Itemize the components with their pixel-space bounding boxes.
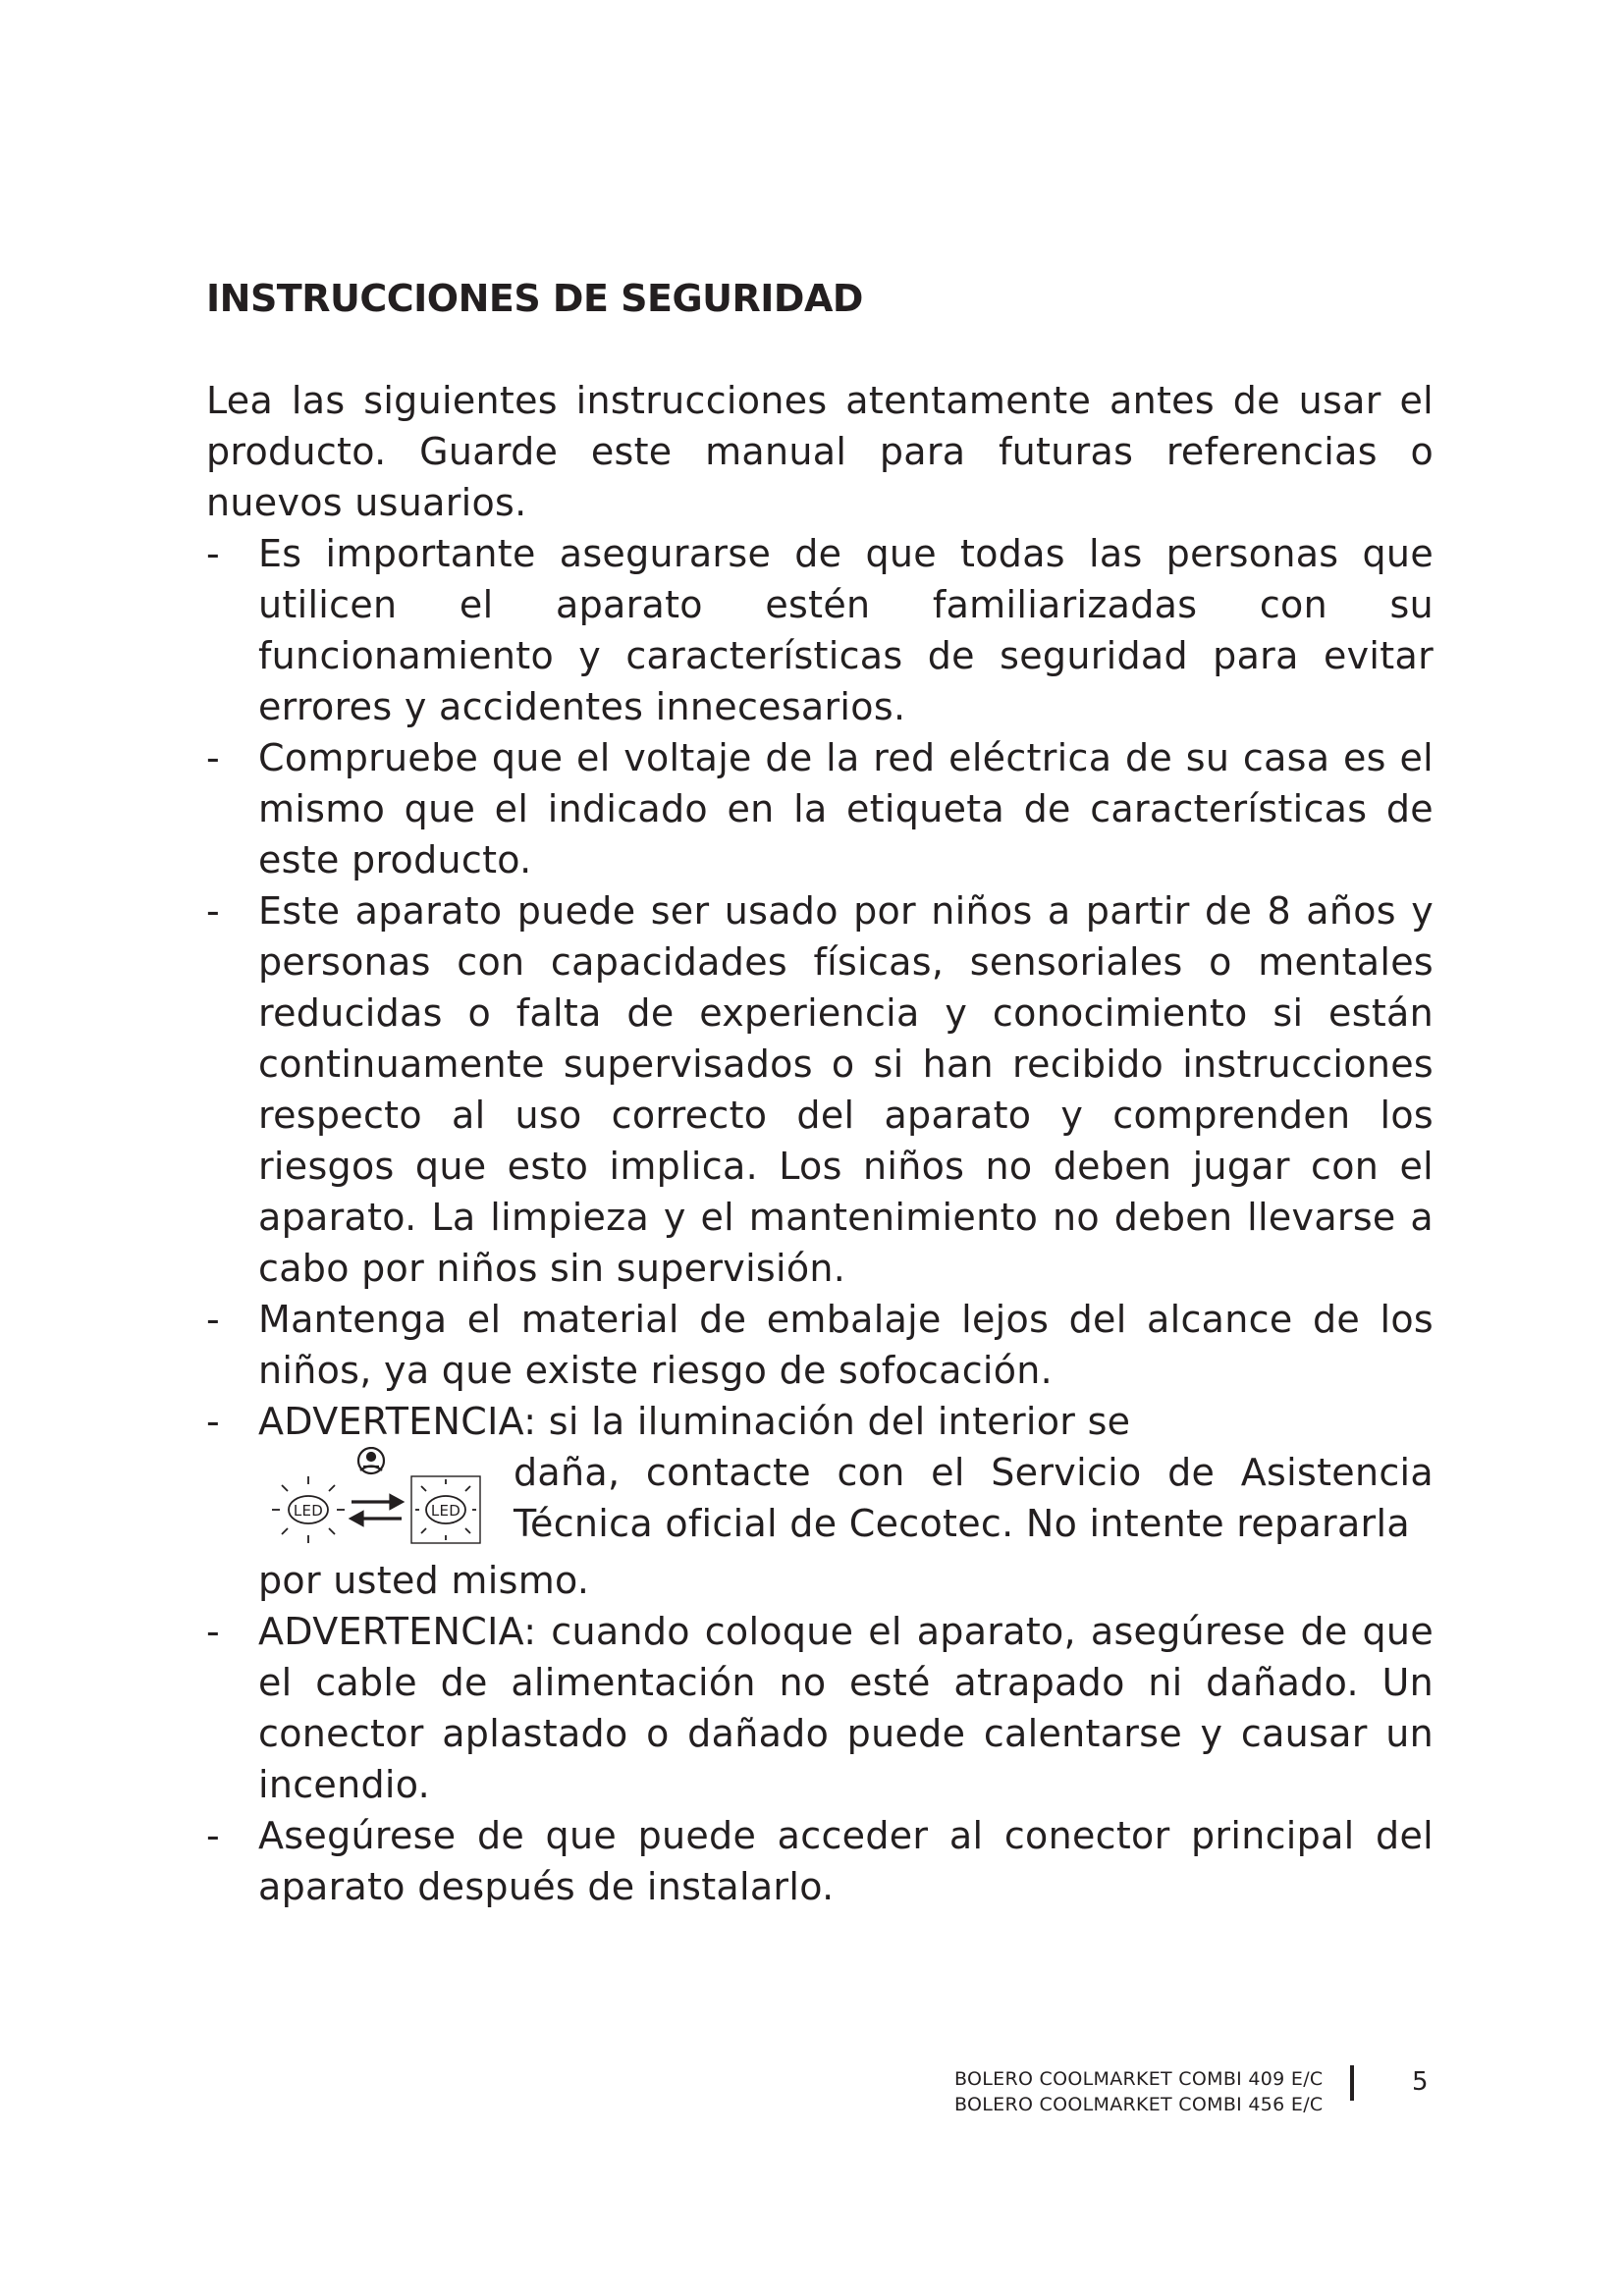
- list-dash: -: [206, 1298, 221, 1341]
- list-item-text: Compruebe que el voltaje de la red eléctrica de su casa es el mismo que el indicado en la etiqueta de características de este producto.: [258, 736, 1434, 881]
- list-item-text: Asegúrese de que puede acceder al conector principal del aparato después de instalarlo.: [258, 1814, 1434, 1908]
- led-warning-line-3: por usted mismo.: [258, 1559, 590, 1602]
- list-item-text: Mantenga el material de embalaje lejos del alcance de los niños, ya que existe riesgo de sofocación.: [258, 1298, 1434, 1392]
- list-dash: -: [206, 1610, 221, 1653]
- list-dash: -: [206, 1400, 221, 1443]
- list-dash: -: [206, 1814, 221, 1857]
- led-label-left: LED: [293, 1502, 324, 1520]
- list-item: [206, 528, 1434, 732]
- led-bulb-left-icon: [272, 1476, 345, 1543]
- led-warning-line-2: daña, contacte con el Servicio de Asistencia Técnica oficial de Cecotec. No intente repararla: [514, 1451, 1434, 1545]
- list-item: [206, 732, 1434, 885]
- section-heading: INSTRUCCIONES DE SEGURIDAD: [206, 277, 863, 320]
- list-item: [206, 1606, 1434, 1810]
- footer-model-1: BOLERO COOLMARKET COMBI 409 E/C: [954, 2068, 1324, 2090]
- list-item: [206, 1810, 1434, 1912]
- footer-divider: [1350, 2065, 1354, 2101]
- list-dash: -: [206, 889, 221, 933]
- list-dash: -: [206, 736, 221, 779]
- led-warning-line-1: ADVERTENCIA: si la iluminación del interior se: [258, 1400, 1131, 1443]
- page-number: 5: [1412, 2067, 1429, 2097]
- instructions-body: [206, 375, 1434, 1912]
- list-item: [206, 885, 1434, 1294]
- list-item-text: ADVERTENCIA: cuando coloque el aparato, asegúrese de que el cable de alimentación no esté atrapado ni dañado. Un conector aplastado o dañado puede calentarse y causar un incendio.: [258, 1610, 1434, 1806]
- led-label-right: LED: [430, 1502, 461, 1520]
- intro-paragraph: Lea las siguientes instrucciones atentamente antes de usar el producto. Guarde este manual para futuras referencias o nuevos usuarios.: [206, 379, 1434, 524]
- swap-arrows-icon: [352, 1496, 402, 1524]
- led-replacement-icon: [258, 1447, 514, 1555]
- technician-icon: [358, 1448, 384, 1473]
- list-item-text: Es importante asegurarse de que todas las personas que utilicen el aparato estén familiarizadas con su funcionamiento y características de seguridad para evitar errores y accidentes innecesarios.: [258, 532, 1434, 728]
- safety-list: [206, 528, 1434, 1912]
- led-swap-icon: [258, 1447, 504, 1555]
- list-dash: -: [206, 532, 221, 575]
- list-item: [206, 1294, 1434, 1396]
- list-item-text: Este aparato puede ser usado por niños a partir de 8 años y personas con capacidades físicas, sensoriales o mentales reducidas o falta de experiencia y conocimiento si están continuamente supervisados o si han recibido instrucciones respecto al uso correcto del aparato y comprenden los riesgos que esto implica. Los niños no deben jugar con el aparato. La limpieza y el mantenimiento no deben llevarse a cabo por niños sin supervisión.: [258, 889, 1434, 1290]
- footer-model-names: [954, 2066, 1323, 2117]
- list-item-led-warning: [206, 1396, 1434, 1606]
- footer-model-2: BOLERO COOLMARKET COMBI 456 E/C: [954, 2094, 1324, 2115]
- led-warning-body: [258, 1447, 1434, 1555]
- led-bulb-right-icon: [411, 1476, 480, 1543]
